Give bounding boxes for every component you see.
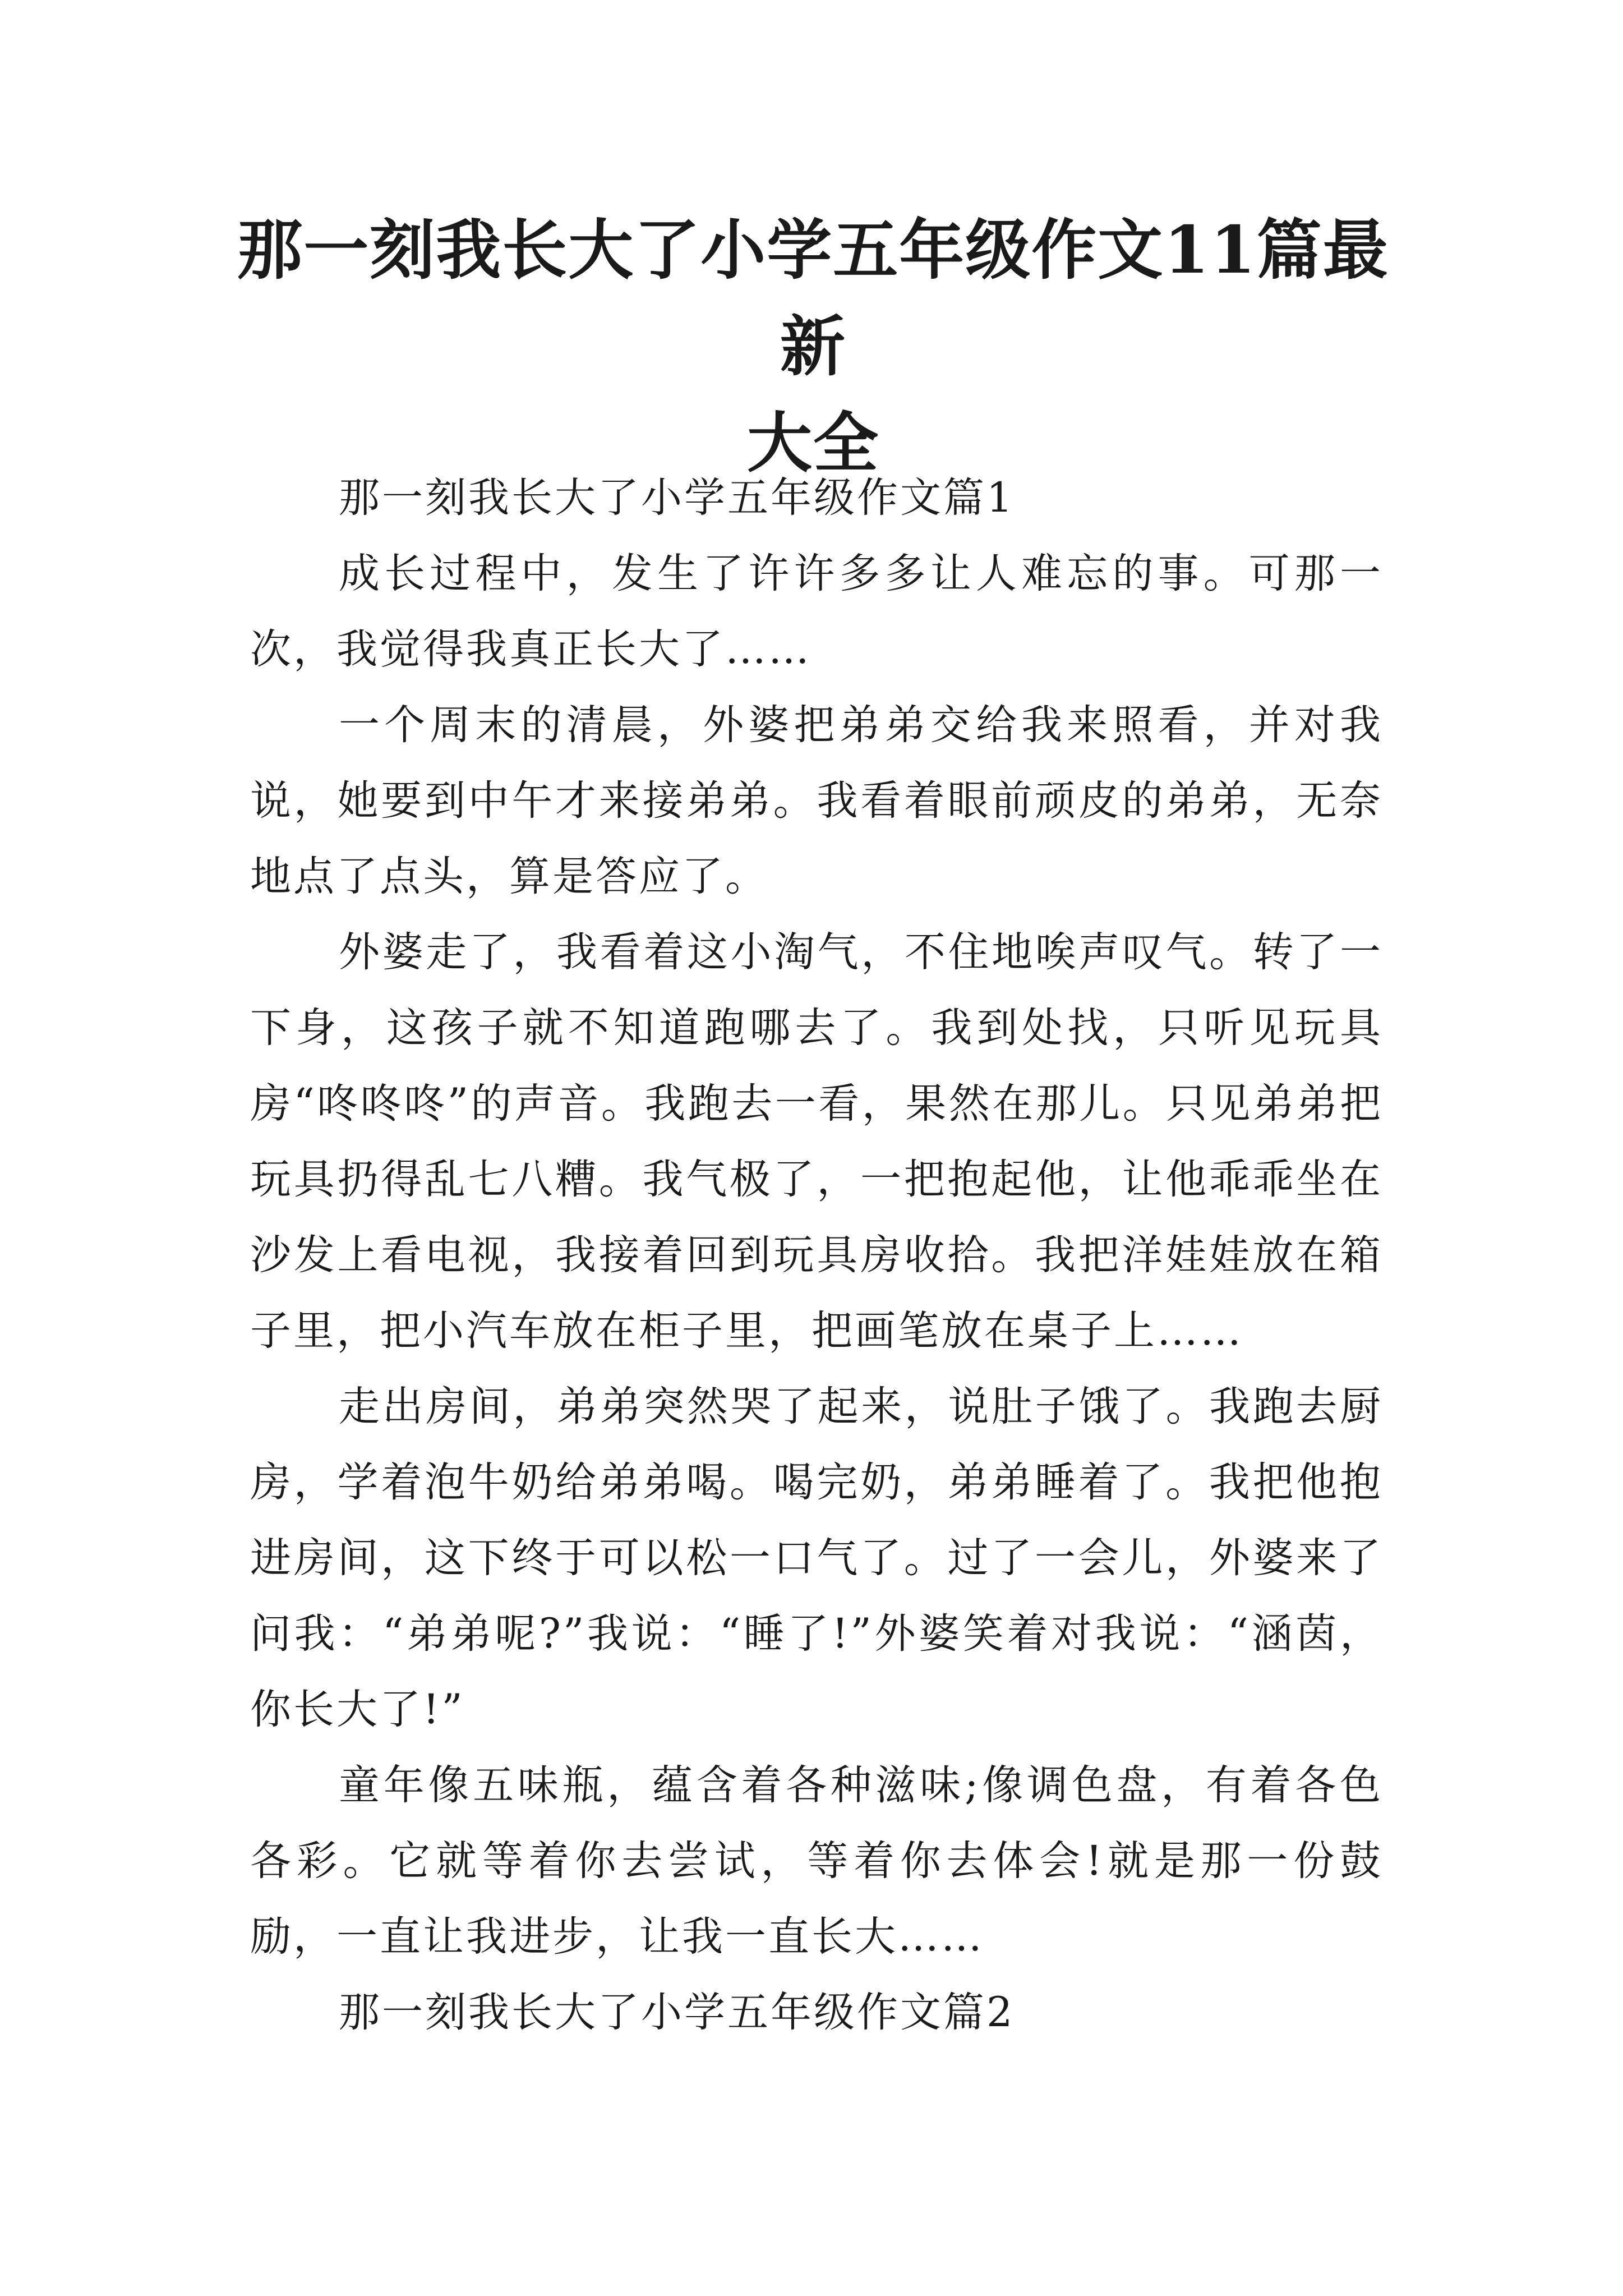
document-body [250,460,1383,2050]
section-heading-1: 那一刻我长大了小学五年级作文篇1 [339,474,1015,522]
paragraph: 童年像五味瓶，蕴含着各种滋味;像调色盘，有着各色各彩。它就等着你去尝试，等着你去体会!就是那一份鼓励，一直让我进步，让我一直长大…… [250,1761,1383,1961]
paragraph: 外婆走了，我看着这小淘气，不住地唉声叹气。转了一下身，这孩子就不知道跑哪去了。我到处找，只听见玩具房“咚咚咚”的声音。我跑去一看，果然在那儿。只见弟弟把玩具扔得乱七八糟。我气极了，一把抱起他，让他乖乖坐在沙发上看电视，我接着回到玩具房收拾。我把洋娃娃放在箱子里，把小汽车放在柜子里，把画笔放在桌子上…… [250,928,1383,1355]
section-heading-2: 那一刻我长大了小学五年级作文篇2 [339,1989,1015,2036]
document-title [236,202,1391,491]
paragraph: 走出房间，弟弟突然哭了起来，说肚子饿了。我跑去厨房，学着泡牛奶给弟弟喝。喝完奶，弟弟睡着了。我把他抱进房间，这下终于可以松一口气了。过了一会儿，外婆来了问我：“弟弟呢?”我说：“睡了!”外婆笑着对我说：“涵茵，你长大了!” [250,1383,1383,1733]
title-line-1: 那一刻我长大了小学五年级作文11篇最新 [237,212,1389,385]
paragraph: 成长过程中，发生了许许多多让人难忘的事。可那一次，我觉得我真正长大了…… [250,550,1383,673]
title-line-2: 大全 [747,405,879,481]
paragraph: 一个周末的清晨，外婆把弟弟交给我来照看，并对我说，她要到中午才来接弟弟。我看着眼前顽皮的弟弟，无奈地点了点头，算是答应了。 [250,701,1383,900]
